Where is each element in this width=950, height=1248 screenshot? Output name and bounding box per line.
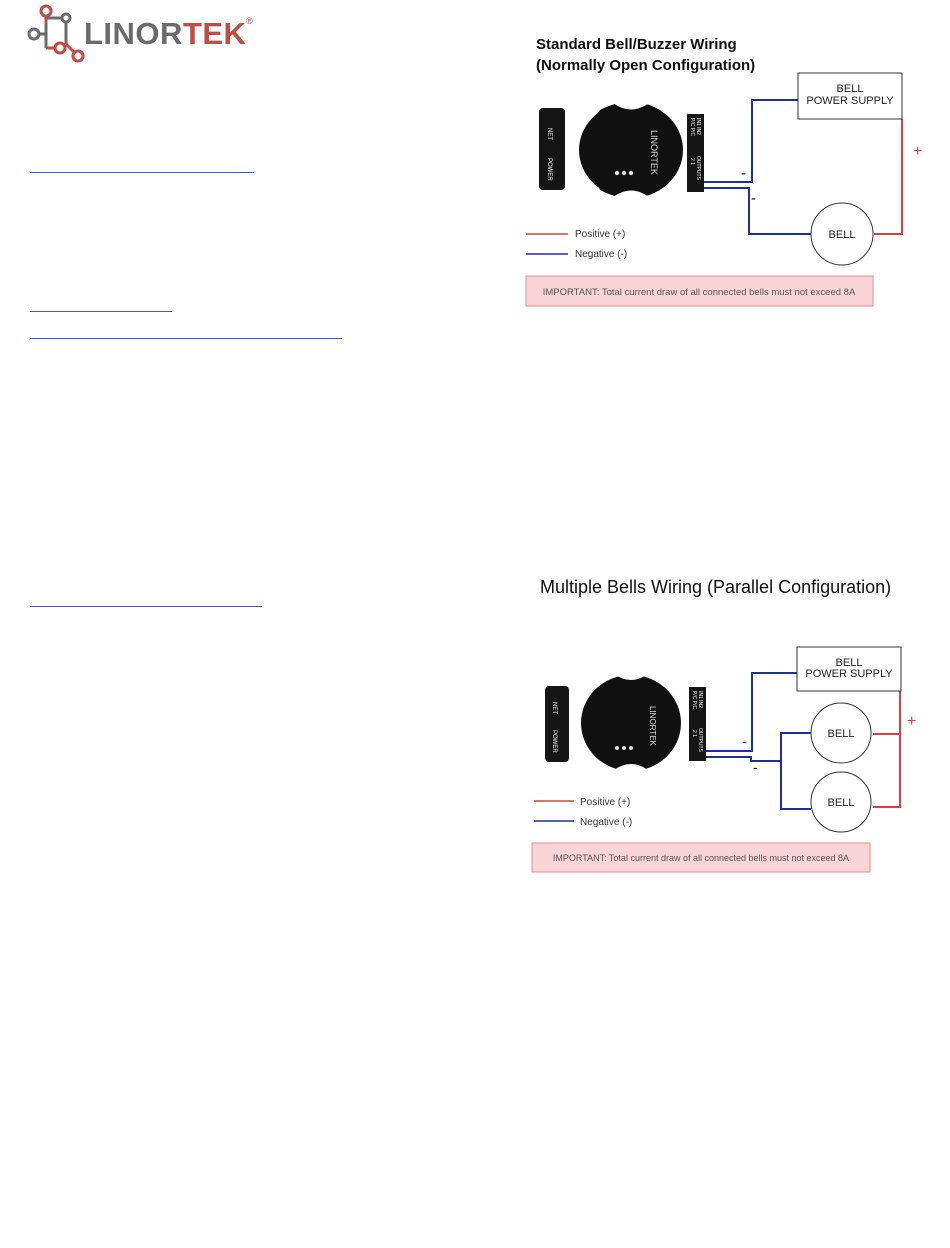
led-icon bbox=[622, 746, 626, 750]
negative-sign: - bbox=[742, 733, 747, 749]
link-underline-3[interactable] bbox=[30, 338, 342, 339]
brand-name-part1: LINOR bbox=[84, 16, 183, 51]
negative-wire-supply bbox=[704, 100, 798, 182]
positive-sign: + bbox=[913, 143, 923, 160]
terminal-label-outputs: OUTPUTS bbox=[695, 156, 701, 180]
led-icon bbox=[622, 171, 626, 175]
bell1-label: BELL bbox=[827, 728, 855, 740]
bell-label: BELL bbox=[828, 229, 856, 241]
power-supply-label-line1: BELL bbox=[836, 83, 864, 95]
link-underline-1[interactable] bbox=[30, 172, 254, 173]
led-icon bbox=[615, 746, 619, 750]
negative-sign: - bbox=[741, 165, 746, 182]
negative-wire-bell bbox=[704, 188, 812, 234]
legend-positive-label: Positive (+) bbox=[575, 229, 626, 240]
terminal-numbers: 2 1 bbox=[689, 158, 695, 165]
led-icon bbox=[615, 171, 619, 175]
terminal-label-pc: P/C P/C bbox=[689, 118, 695, 137]
device-brand-label: LINORTEK bbox=[648, 706, 657, 746]
power-supply-label-line2: POWER SUPPLY bbox=[805, 668, 893, 680]
terminal-numbers: 2 1 bbox=[691, 730, 697, 737]
negative-sign: - bbox=[751, 190, 756, 207]
legend-negative-label: Negative (-) bbox=[580, 817, 633, 828]
device-body-round bbox=[579, 102, 683, 198]
link-underline-2[interactable] bbox=[30, 311, 172, 312]
diagram2-title: Multiple Bells Wiring (Parallel Configuration) bbox=[540, 577, 892, 597]
linortek-logo bbox=[26, 4, 266, 64]
terminal-label-pc: P/C P/C bbox=[691, 691, 697, 710]
power-label: POWER bbox=[546, 158, 552, 181]
important-note-text: IMPORTANT: Total current draw of all connected bells must not exceed 8A bbox=[542, 287, 856, 298]
terminal-label-in: IN1 IN2 bbox=[697, 691, 703, 708]
positive-wire bbox=[873, 690, 900, 807]
circuit-logo-icon bbox=[26, 4, 86, 64]
link-underline-4[interactable] bbox=[30, 606, 262, 607]
legend-positive-label: Positive (+) bbox=[580, 797, 631, 808]
bell2-label: BELL bbox=[827, 797, 855, 809]
legend-negative-label: Negative (-) bbox=[575, 249, 628, 260]
terminal-label-in: IN1 IN2 bbox=[695, 118, 701, 135]
negative-wire-bell-branch bbox=[781, 733, 811, 809]
brand-name-part2: TEK bbox=[182, 16, 247, 51]
negative-wire-bells bbox=[706, 757, 781, 761]
diagram1-wiring bbox=[520, 66, 940, 312]
diagram1-title-line2: (Normally Open Configuration) bbox=[536, 57, 756, 74]
led-icon bbox=[629, 171, 633, 175]
power-label: POWER bbox=[551, 730, 557, 753]
registered-mark: ® bbox=[246, 16, 253, 26]
important-note-text: IMPORTANT: Total current draw of all connected bells must not exceed 8A bbox=[552, 853, 850, 863]
terminal-label-outputs: OUTPUTS bbox=[697, 728, 703, 752]
net-label: NET bbox=[551, 702, 557, 714]
power-supply-label-line1: BELL bbox=[835, 657, 863, 669]
negative-sign: - bbox=[753, 759, 758, 775]
led-icon bbox=[629, 746, 633, 750]
net-label: NET bbox=[546, 128, 552, 140]
brand-wordmark bbox=[84, 16, 246, 52]
device-body-round bbox=[581, 675, 681, 771]
positive-wire bbox=[874, 119, 902, 234]
diagram1-title-line1: Standard Bell/Buzzer Wiring bbox=[536, 36, 737, 53]
diagram2-wiring bbox=[526, 636, 936, 878]
device-brand-label: LINORTEK bbox=[649, 130, 659, 175]
positive-sign: + bbox=[907, 713, 917, 730]
negative-wire-supply bbox=[706, 673, 797, 751]
power-supply-label-line2: POWER SUPPLY bbox=[806, 95, 894, 107]
